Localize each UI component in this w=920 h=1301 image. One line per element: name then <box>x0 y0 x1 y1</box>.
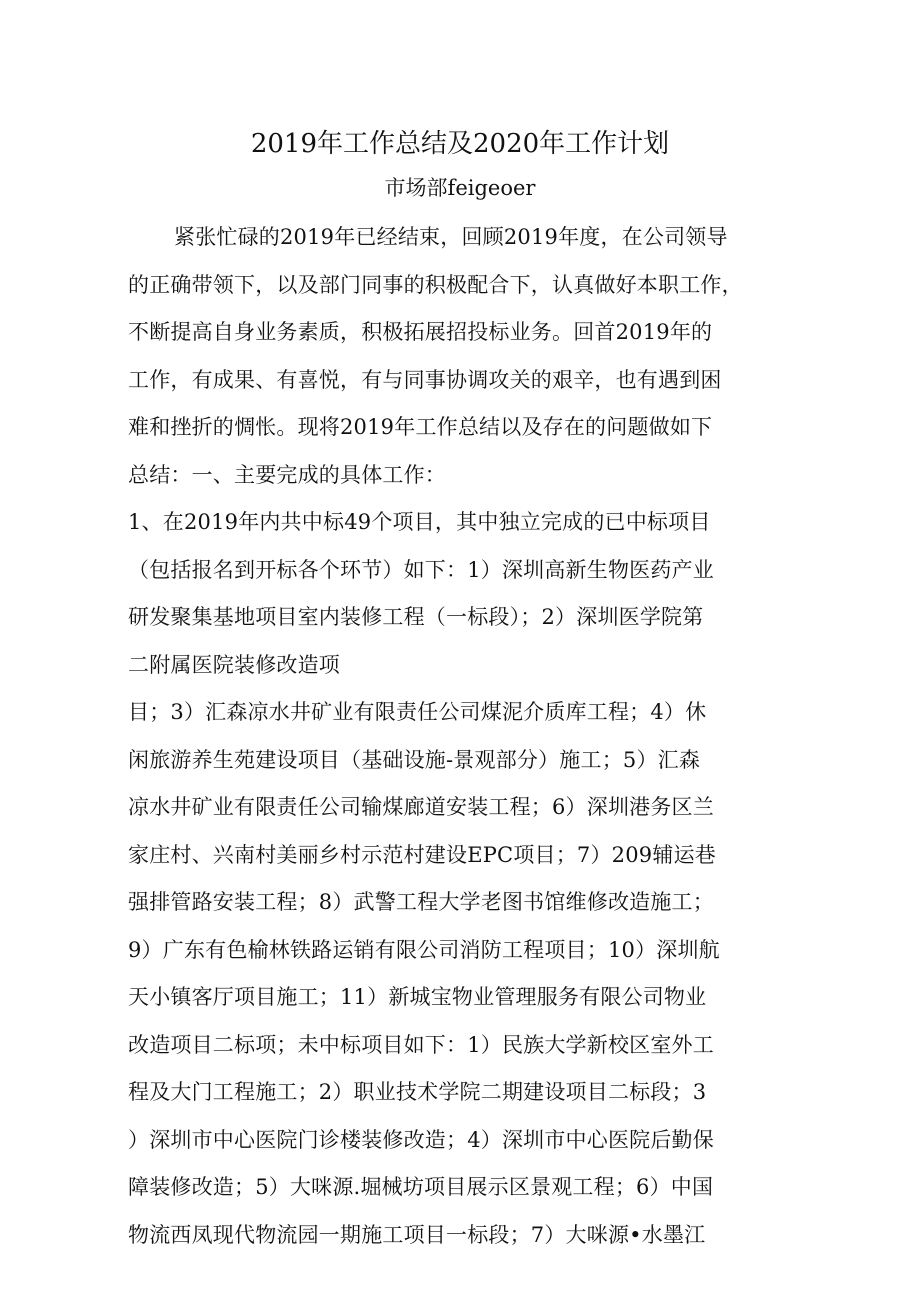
body-line: 9）广东有色榆林铁路运销有限公司消防工程项目；10）深圳航 <box>128 937 720 962</box>
body-line: 天小镇客厅项目施工；11）新城宝物业管理服务有限公司物业 <box>128 985 707 1009</box>
body-line: 研发聚集基地项目室内装修工程（一标段）；2）深圳医学院第 <box>128 605 704 629</box>
body-line: 强排管路安装工程；8）武警工程大学老图书馆维修改造施工； <box>128 890 714 914</box>
body-line: （包括报名到开标各个环节）如下：1）深圳高新生物医药产业 <box>128 557 714 582</box>
body-line: 二附属医院装修改造项 <box>128 652 340 677</box>
body-line: 物流西凤现代物流园一期施工项目一标段；7）大咪源•水墨江 <box>128 1222 706 1247</box>
body-line: 家庄村、兴南村美丽乡村示范村建设EPC项目；7）209辅运巷 <box>128 842 716 867</box>
body-line: 目；3）汇森凉水井矿业有限责任公司煤泥介质库工程；4）休 <box>128 700 707 724</box>
body-line: 工作，有成果、有喜悦，有与同事协调攻关的艰辛，也有遇到困 <box>128 367 722 392</box>
body-line: 总结：一、主要完成的具体工作： <box>128 462 446 487</box>
body-line: 不断提高自身业务素质，积极拓展招投标业务。回首2019年的 <box>128 320 713 344</box>
body-line: 障装修改造；5）大咪源.堀械坊项目展示区景观工程；6）中国 <box>128 1175 714 1199</box>
document-body <box>128 214 778 1259</box>
body-line: 闲旅游养生苑建设项目（基础设施-景观部分）施工；5）汇森 <box>128 747 701 772</box>
body-line: 改造项目二标项；未中标项目如下：1）民族大学新校区室外工 <box>128 1032 714 1057</box>
body-line: 程及大门工程施工；2）职业技术学院二期建设项目二标段；3 <box>128 1080 707 1104</box>
body-line: 凉水井矿业有限责任公司输煤廊道安装工程；6）深圳港务区兰 <box>128 795 714 819</box>
body-line: 1、在2019年内共中标49个项目，其中独立完成的已中标项目 <box>128 510 711 534</box>
body-line: 的正确带领下，以及部门同事的积极配合下，认真做好本职工作， <box>128 272 743 297</box>
document-subtitle: 市场部feigeoer <box>384 176 536 200</box>
body-line: 难和挫折的惆怅。现将2019年工作总结以及存在的问题做如下 <box>128 415 713 439</box>
document-title: 2019年工作总结及2020年工作计划 <box>250 129 670 159</box>
body-line: ）深圳市中心医院门诊楼装修改造；4）深圳市中心医院后勤保 <box>128 1127 714 1152</box>
body-line: 紧张忙碌的2019年已经结束，回顾2019年度，在公司领导 <box>174 225 728 249</box>
